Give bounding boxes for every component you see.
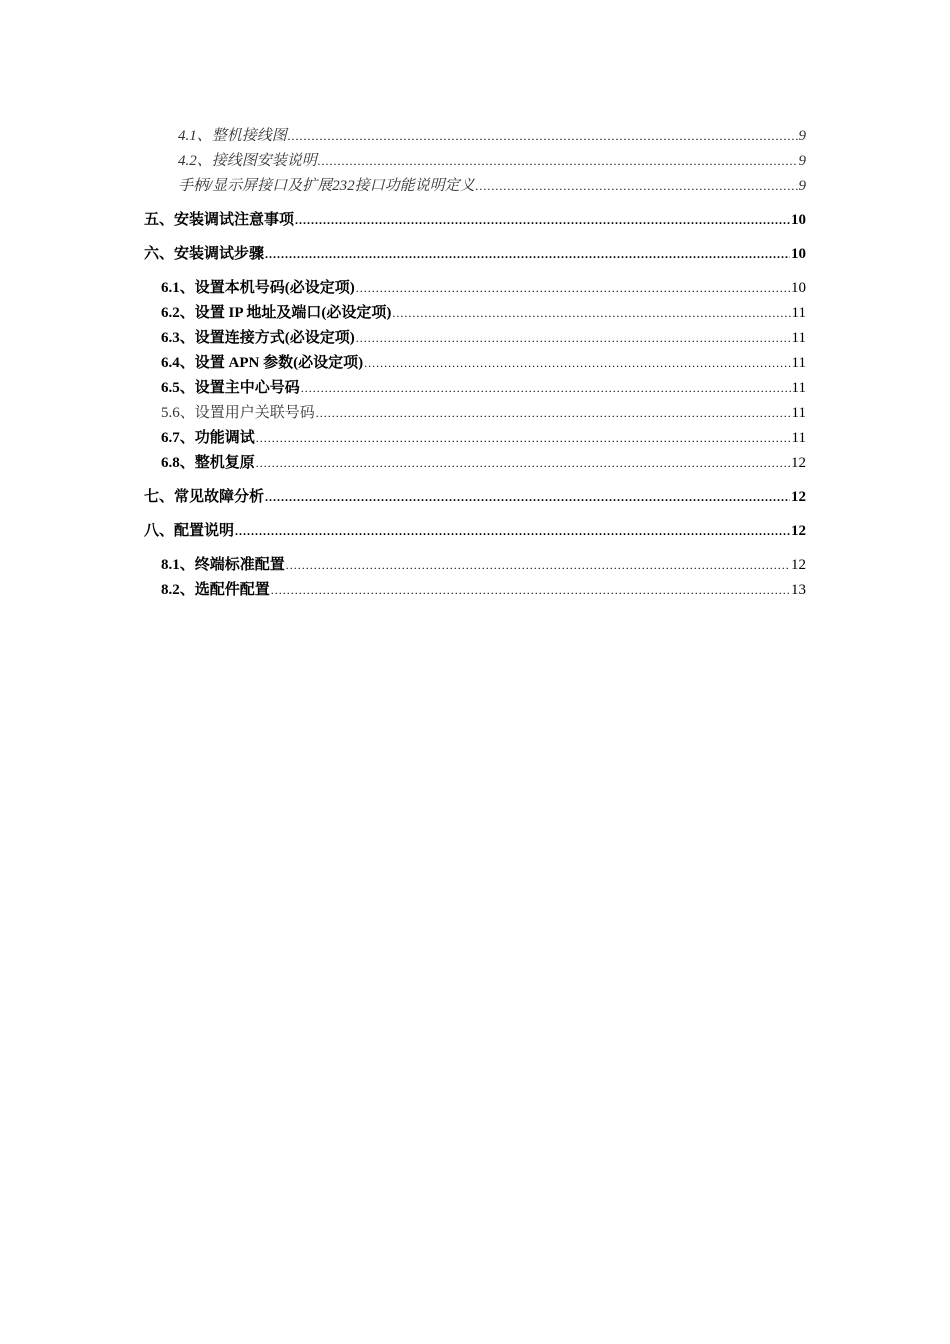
toc-entry-page: 13 — [791, 582, 806, 598]
dot-leader — [256, 451, 790, 476]
toc-entry-label: 8.2、选配件配置 — [161, 582, 270, 598]
toc-entry-page: 9 — [798, 153, 806, 169]
toc-entry-label: 6.8、整机复原 — [161, 455, 255, 471]
toc-entry-section-6[interactable] — [144, 242, 806, 267]
toc-entry-label: 4.2、接线图安装说明 — [178, 153, 317, 169]
toc-entry-label: 6.2、设置 IP 地址及端口(必设定项) — [161, 305, 392, 321]
dot-leader — [316, 401, 791, 426]
dot-leader — [271, 578, 790, 603]
toc-entry-page: 12 — [791, 455, 806, 471]
toc-entry-section-5[interactable] — [144, 208, 806, 233]
toc-entry-8-2[interactable] — [144, 578, 806, 603]
toc-entry-page: 11 — [791, 405, 806, 421]
dot-leader — [356, 276, 790, 301]
toc-entry-6-3[interactable] — [144, 326, 806, 351]
toc-entry-label: 八、配置说明 — [144, 523, 235, 539]
dot-leader — [392, 301, 790, 326]
toc-entry-page: 10 — [791, 246, 806, 262]
dot-leader — [288, 124, 798, 149]
toc-entry-label: 6.4、设置 APN 参数(必设定项) — [161, 355, 364, 371]
toc-entry-label: 5.6、设置用户关联号码 — [161, 405, 315, 421]
dot-leader — [356, 326, 791, 351]
table-of-contents — [144, 124, 806, 603]
dot-leader — [235, 519, 790, 544]
toc-entry-4-2[interactable] — [144, 149, 806, 174]
dot-leader — [318, 149, 798, 174]
toc-entry-8-1[interactable] — [144, 553, 806, 578]
toc-entry-6-4[interactable] — [144, 351, 806, 376]
toc-entry-page: 9 — [798, 128, 806, 144]
toc-entry-page: 10 — [791, 280, 806, 296]
toc-entry-page: 11 — [791, 380, 806, 396]
dot-leader — [286, 553, 790, 578]
toc-entry-label: 6.7、功能调试 — [161, 430, 255, 446]
toc-entry-page: 12 — [791, 557, 806, 573]
toc-entry-label: 手柄/显示屏接口及扩展232接口功能说明定义 — [178, 178, 475, 194]
dot-leader — [265, 242, 790, 267]
toc-entry-section-7[interactable] — [144, 485, 806, 510]
toc-entry-6-1[interactable] — [144, 276, 806, 301]
toc-entry-label: 6.3、设置连接方式(必设定项) — [161, 330, 355, 346]
toc-entry-page: 10 — [791, 212, 806, 228]
toc-entry-page: 12 — [791, 523, 806, 539]
toc-entry-label: 七、常见故障分析 — [144, 489, 265, 505]
toc-entry-label: 五、安装调试注意事项 — [144, 212, 295, 228]
toc-entry-page: 12 — [791, 489, 806, 505]
toc-entry-6-7[interactable] — [144, 426, 806, 451]
toc-entry-handle-interface[interactable] — [144, 174, 806, 199]
toc-entry-6-8[interactable] — [144, 451, 806, 476]
toc-entry-page: 9 — [798, 178, 806, 194]
toc-entry-label: 6.5、设置主中心号码 — [161, 380, 300, 396]
toc-entry-6-5[interactable] — [144, 376, 806, 401]
toc-entry-section-8[interactable] — [144, 519, 806, 544]
toc-entry-6-2[interactable] — [144, 301, 806, 326]
toc-entry-label: 8.1、终端标准配置 — [161, 557, 285, 573]
dot-leader — [295, 208, 790, 233]
toc-entry-page: 11 — [791, 430, 806, 446]
dot-leader — [476, 174, 798, 199]
toc-entry-label: 六、安装调试步骤 — [144, 246, 265, 262]
toc-entry-label: 4.1、整机接线图 — [178, 128, 287, 144]
toc-entry-page: 11 — [791, 330, 806, 346]
toc-entry-label: 6.1、设置本机号码(必设定项) — [161, 280, 355, 296]
dot-leader — [256, 426, 791, 451]
toc-entry-4-1[interactable] — [144, 124, 806, 149]
toc-entry-5-6[interactable] — [144, 401, 806, 426]
dot-leader — [364, 351, 790, 376]
dot-leader — [265, 485, 790, 510]
toc-entry-page: 11 — [791, 305, 806, 321]
toc-entry-page: 11 — [791, 355, 806, 371]
dot-leader — [301, 376, 791, 401]
